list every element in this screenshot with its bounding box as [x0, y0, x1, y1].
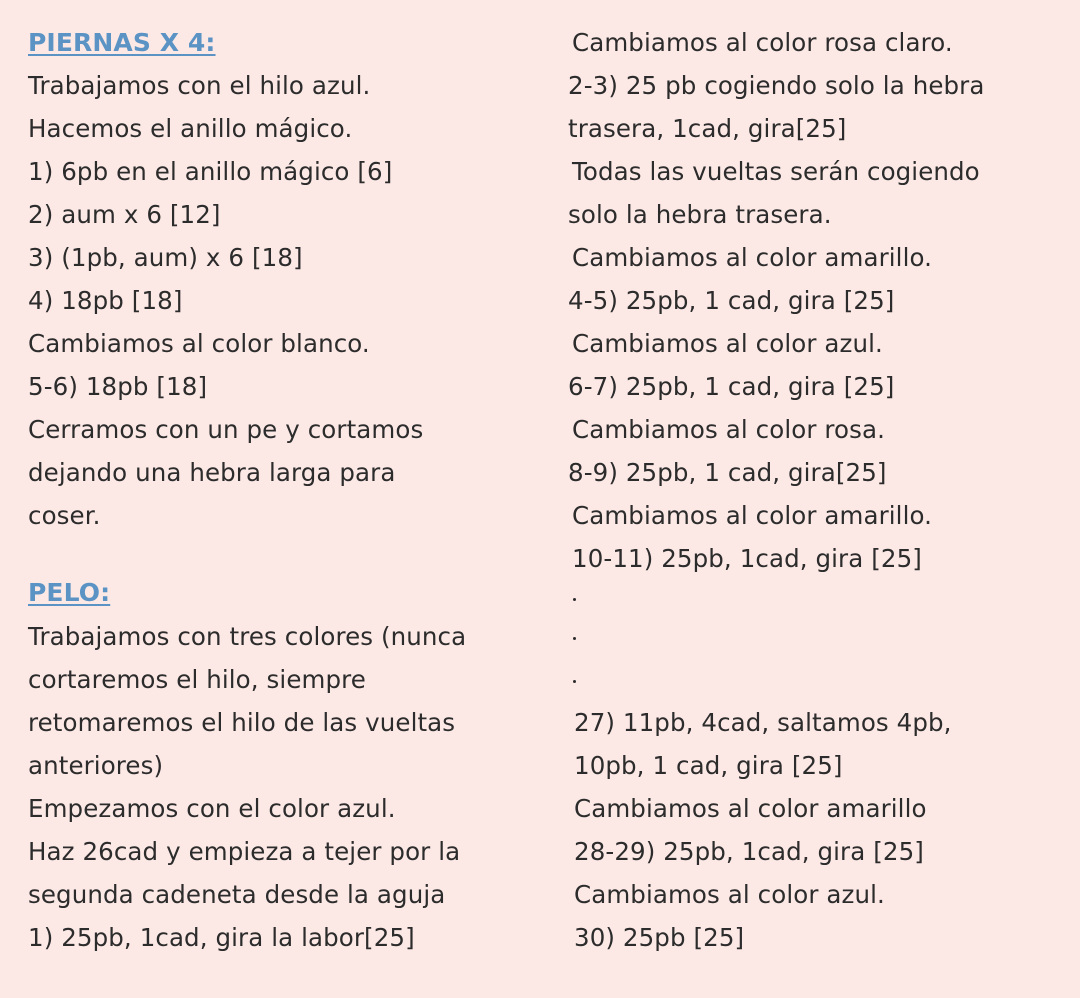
right-line-11: 8-9) 25pb, 1 cad, gira[25]	[568, 458, 887, 487]
left-line-18: segunda cadeneta desde la aguja	[28, 880, 446, 909]
right-line-15: 10pb, 1 cad, gira [25]	[574, 751, 843, 780]
right-line-14: 27) 11pb, 4cad, saltamos 4pb,	[574, 708, 952, 737]
left-line-8: 5-6) 18pb [18]	[28, 372, 208, 401]
ellipsis-dot-2	[573, 637, 576, 640]
left-line-13: cortaremos el hilo, siempre	[28, 665, 366, 694]
right-line-16: Cambiamos al color amarillo	[574, 794, 927, 823]
left-line-10: dejando una hebra larga para	[28, 458, 396, 487]
right-line-7: 4-5) 25pb, 1 cad, gira [25]	[568, 286, 895, 315]
left-line-14: retomaremos el hilo de las vueltas	[28, 708, 456, 737]
left-line-12: Trabajamos con tres colores (nunca	[28, 622, 467, 651]
left-line-6: 4) 18pb [18]	[28, 286, 183, 315]
left-line-1: Trabajamos con el hilo azul.	[28, 71, 371, 100]
right-line-1: Cambiamos al color rosa claro.	[572, 28, 953, 57]
left-line-4: 2) aum x 6 [12]	[28, 200, 221, 229]
left-line-15: anteriores)	[28, 751, 164, 780]
left-line-19: 1) 25pb, 1cad, gira la labor[25]	[28, 923, 415, 952]
right-line-13: 10-11) 25pb, 1cad, gira [25]	[572, 544, 922, 573]
right-line-19: 30) 25pb [25]	[574, 923, 745, 952]
right-line-3: trasera, 1cad, gira[25]	[568, 114, 847, 143]
heading-piernas: PIERNAS X 4:	[28, 28, 216, 57]
right-line-12: Cambiamos al color amarillo.	[572, 501, 933, 530]
left-line-11: coser.	[28, 501, 101, 530]
right-line-17: 28-29) 25pb, 1cad, gira [25]	[574, 837, 924, 866]
right-line-10: Cambiamos al color rosa.	[572, 415, 885, 444]
right-line-5: solo la hebra trasera.	[568, 200, 832, 229]
right-line-9: 6-7) 25pb, 1 cad, gira [25]	[568, 372, 895, 401]
right-line-18: Cambiamos al color azul.	[574, 880, 885, 909]
left-line-3: 1) 6pb en el anillo mágico [6]	[28, 157, 393, 186]
left-line-16: Empezamos con el color azul.	[28, 794, 396, 823]
left-line-17: Haz 26cad y empieza a tejer por la	[28, 837, 461, 866]
heading-pelo: PELO:	[28, 578, 111, 607]
left-line-2: Hacemos el anillo mágico.	[28, 114, 353, 143]
right-line-6: Cambiamos al color amarillo.	[572, 243, 933, 272]
right-line-2: 2-3) 25 pb cogiendo solo la hebra	[568, 71, 985, 100]
ellipsis-dot-3	[573, 680, 576, 683]
left-line-5: 3) (1pb, aum) x 6 [18]	[28, 243, 303, 272]
ellipsis-dot-1	[573, 598, 576, 601]
right-line-8: Cambiamos al color azul.	[572, 329, 883, 358]
left-line-7: Cambiamos al color blanco.	[28, 329, 370, 358]
right-line-4: Todas las vueltas serán cogiendo	[572, 157, 980, 186]
left-line-9: Cerramos con un pe y cortamos	[28, 415, 424, 444]
